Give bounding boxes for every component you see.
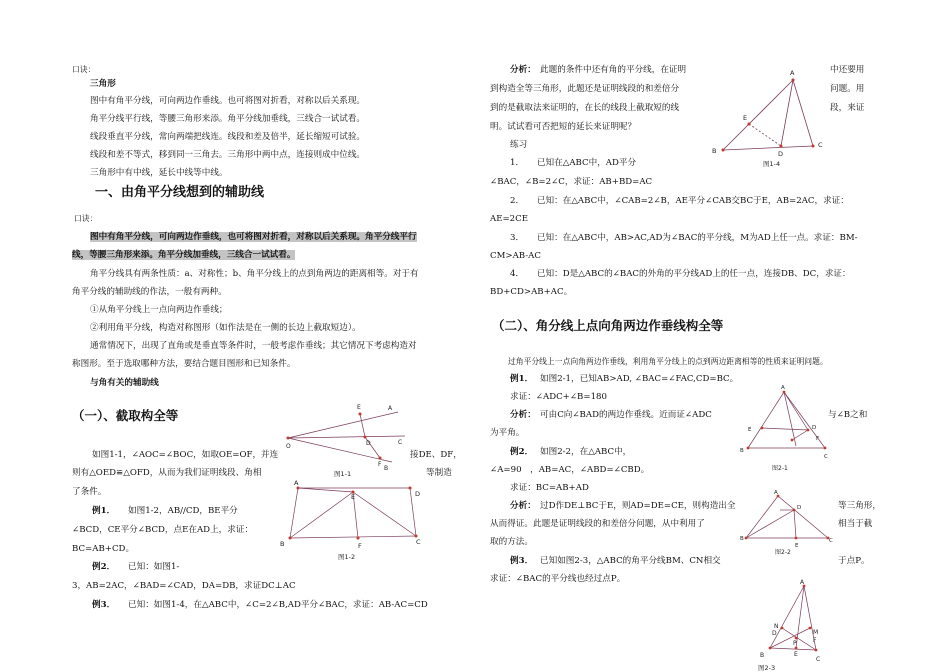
example-text: BC=AB+CD。 xyxy=(72,544,135,554)
figure-2-2 xyxy=(740,488,835,560)
fig-label: N xyxy=(774,623,779,630)
analysis-text: 段，来证 xyxy=(830,103,865,113)
analysis-label: 分析： xyxy=(510,65,536,75)
example-text: 求证：∠BAC的平分线也经过点P。 xyxy=(490,574,626,584)
analysis-text: 问题。用 xyxy=(830,84,865,94)
fig-label: C xyxy=(398,439,403,446)
fig-label: F xyxy=(816,436,820,442)
practice-item: 1． 已知在△ABC中，AD平分 xyxy=(510,158,637,168)
paragraph-line: 角平分线的辅助线的作法，一般有两种。 xyxy=(72,287,227,297)
figure-caption: 图2-2 xyxy=(775,549,791,556)
heading-1: 一、由角平分线想到的辅助线 xyxy=(95,185,265,200)
fig-label: C xyxy=(829,538,833,544)
example-label: 例1． xyxy=(92,506,116,516)
fig-label: D xyxy=(797,505,802,511)
fig-label: E xyxy=(351,493,356,501)
fig-label: D xyxy=(366,440,371,447)
practice-label: 练习 xyxy=(510,140,528,150)
example-text: 如图2-2，在△ABC中， xyxy=(540,447,632,457)
example-text: 于点P。 xyxy=(838,556,870,566)
analysis-label: 分析： xyxy=(510,501,536,511)
example-text: ∠BCD，CE平分∠BCD，点E在AD上，求证： xyxy=(72,525,254,535)
analysis-label: 分析： xyxy=(510,410,536,420)
analysis-text: 等三角形， xyxy=(838,501,881,511)
poem-line: 线段垂直平分线，常向两端把线连。线段和差及倍半，延长缩短可试验。 xyxy=(90,132,366,142)
paragraph-line: 则有△OED≌△OFD，从而为我们证明线段、角相 xyxy=(72,468,262,478)
figure-caption: 图2-3 xyxy=(758,664,776,672)
example-text: 如图2-1，已知AB>AD, ∠BAC=∠FAC,CD=BC。 xyxy=(540,374,739,384)
fig-label: A xyxy=(294,479,299,487)
fig-label: C xyxy=(816,656,821,663)
fig-label: O xyxy=(286,443,291,450)
fig-label: A xyxy=(781,385,785,391)
analysis-text: 与∠B之和 xyxy=(828,410,868,420)
fig-label: D xyxy=(415,490,421,498)
method-item: ②利用角平分线，构造对称图形（如作法是在一侧的长边上截取短边）。 xyxy=(90,323,361,333)
paragraph-line: 角平分线具有两条性质：a、对称性；b、角平分线上的点到角两边的距离相等。对于有 xyxy=(90,269,419,279)
practice-item: 3． 已知：在△ABC中，AB>AC,AD为∠BAC的平分线，M为AD上任一点。求证：BM- xyxy=(510,233,858,243)
example-label: 例2． xyxy=(510,447,534,457)
example-label: 例3． xyxy=(92,600,116,610)
fig-label: B xyxy=(712,147,717,155)
analysis-text: 过D作DE⊥BC于E，则AD=DE=CE，则构造出全 xyxy=(540,501,736,511)
fig-label: E xyxy=(743,114,748,122)
paragraph-line: 通常情况下，出现了直角或是垂直等条件时，一般考虑作垂线；其它情况下考虑构造对 xyxy=(90,341,417,351)
fig-label: B xyxy=(760,652,765,659)
poem-line: 图中有角平分线，可向两边作垂线。也可将图对折看，对称以后关系现。 xyxy=(90,96,366,106)
intro-text: 过角平分线上一点向角两边作垂线，利用角平分线上的点到两边距离相等的性质来证明问题。 xyxy=(508,357,828,366)
fig-label: E xyxy=(748,427,752,433)
fig-label: C xyxy=(824,454,828,460)
example-text: ∠A=90 ，AB=AC，∠ABD=∠CBD。 xyxy=(490,465,650,475)
fig-label: C xyxy=(818,141,823,149)
fig-label: A xyxy=(388,405,393,412)
fig-label: D xyxy=(778,150,784,158)
kouque-label: 口诀： xyxy=(72,65,96,74)
analysis-text: 可由C向∠BAD的两边作垂线。近而证∠ADC xyxy=(540,410,712,420)
method-item: ①从角平分线上一点向两边作垂线； xyxy=(90,305,228,315)
practice-item: ∠BAC，∠B=2∠C，求证：AB+BD=AC xyxy=(490,177,653,187)
fig-label: E xyxy=(357,404,361,411)
practice-item: 4． 已知：D是△ABC的∠BAC的外角的平分线AD上的任一点，连接DB、DC，求证： xyxy=(510,269,851,279)
paragraph-line: 如图1-1，∠AOC=∠BOC，如取OE=OF，并连 xyxy=(92,450,279,460)
fig-label: M xyxy=(813,629,819,636)
analysis-text: 到的是截取法来证明的，在长的线段上截取短的线 xyxy=(490,103,680,113)
analysis-text: 中还要用 xyxy=(830,65,865,75)
figure-caption: 图1-2 xyxy=(338,553,356,561)
paragraph-line: 称图形。至于选取哪种方法，要结合题目图形和已知条件。 xyxy=(72,359,296,369)
figure-1-2 xyxy=(278,478,428,568)
fig-label: D xyxy=(772,630,777,637)
paragraph-line: 接DE、DF， xyxy=(410,450,462,460)
example-text: 已知如图2-3，△ABC的角平分线BM、CN相交 xyxy=(540,556,721,566)
example-text: 已知：如图1-4，在△ABC中，∠C=2∠B,AD平分∠BAC，求证：AB-AC=CD xyxy=(128,600,428,610)
fig-label: E xyxy=(794,651,798,658)
fig-label: B xyxy=(740,536,744,542)
highlighted-text: 图中有角平分线，可向两边作垂线，也可将图对折看，对称以后关系现。角平分线平行 xyxy=(90,232,417,242)
analysis-text: 此题的条件中还有角的平分线，在证明 xyxy=(540,65,687,75)
highlighted-text: 线，等腰三角形来添。角平分线加垂线，三线合一试试看。 xyxy=(72,250,296,260)
practice-item: CM>AB-AC xyxy=(490,251,541,261)
fig-label: F xyxy=(378,461,382,468)
fig-label: A xyxy=(800,579,805,586)
practice-item: BD+CD>AB+AC。 xyxy=(490,287,573,297)
figure-2-3 xyxy=(760,578,835,672)
figure-caption: 图1-1 xyxy=(334,470,352,478)
fig-label: B xyxy=(280,540,285,548)
analysis-text: 明。试试看可否把短的延长来证明呢？ xyxy=(490,122,637,132)
kouque-label: 口诀： xyxy=(74,214,98,223)
figure-2-1 xyxy=(740,382,830,474)
figure-caption: 图1-4 xyxy=(763,160,781,168)
heading-2: （一）、截取构全等 xyxy=(72,408,179,423)
poem-line: 线段和差不等式，移到同一三角去。三角形中两中点，连接则成中位线。 xyxy=(90,150,366,160)
figure-1-1 xyxy=(280,400,415,480)
poem-line: 角平分线平行线，等腰三角形来添。角平分线加垂线，三线合一试试看。 xyxy=(90,114,366,124)
practice-item: AE=2CE xyxy=(490,214,528,224)
analysis-text: 从而得证。此题是证明线段的和差倍分问题，从中利用了 xyxy=(490,519,705,529)
poem-line: 三角形中有中线，延长中线等中线。 xyxy=(90,168,228,178)
analysis-text: 到构造全等三角形，此题还是证明线段的和差倍分 xyxy=(490,84,680,94)
fig-label: C xyxy=(416,538,421,546)
subheading: 与角有关的辅助线 xyxy=(90,378,159,388)
fig-label: E xyxy=(795,543,799,549)
fig-label: F xyxy=(813,637,817,644)
section-title: 三角形 xyxy=(90,79,116,89)
example-label: 例3． xyxy=(510,556,534,566)
paragraph-line: 等制造 xyxy=(426,468,452,478)
example-text: 求证：∠ADC+∠B=180 xyxy=(510,392,607,402)
example-text: 已知：如图1- xyxy=(128,562,180,572)
fig-label: A xyxy=(790,69,795,77)
example-label: 例1． xyxy=(510,374,534,384)
figure-caption: 图2-1 xyxy=(772,465,788,472)
fig-label: F xyxy=(358,542,362,550)
fig-label: A xyxy=(774,490,778,496)
example-label: 例2． xyxy=(92,562,116,572)
fig-label: B xyxy=(384,465,389,472)
practice-item: 2． 已知：在△ABC中，∠CAB=2∠B，AE平分∠CAB交BC于E，AB=2AC，求证： xyxy=(510,196,849,206)
figure-1-4 xyxy=(705,66,830,171)
analysis-text: 为平角。 xyxy=(490,428,525,438)
paragraph-line: 了条件。 xyxy=(72,487,107,497)
example-text: 如图1-2，AB//CD，BE平分 xyxy=(128,506,238,516)
example-text: 3，AB=2AC，∠BAD=∠CAD，DA=DB，求证DC⊥AC xyxy=(72,581,296,591)
fig-label: P xyxy=(793,640,797,647)
example-text: 求证：BC=AB+AD xyxy=(510,483,589,493)
fig-label: D xyxy=(812,425,817,431)
heading-3: （二）、角分线上点向角两边作垂线构全等 xyxy=(492,318,724,333)
analysis-text: 取的方法。 xyxy=(490,537,533,547)
fig-label: B xyxy=(740,448,744,454)
analysis-text: 相当于截 xyxy=(838,519,873,529)
